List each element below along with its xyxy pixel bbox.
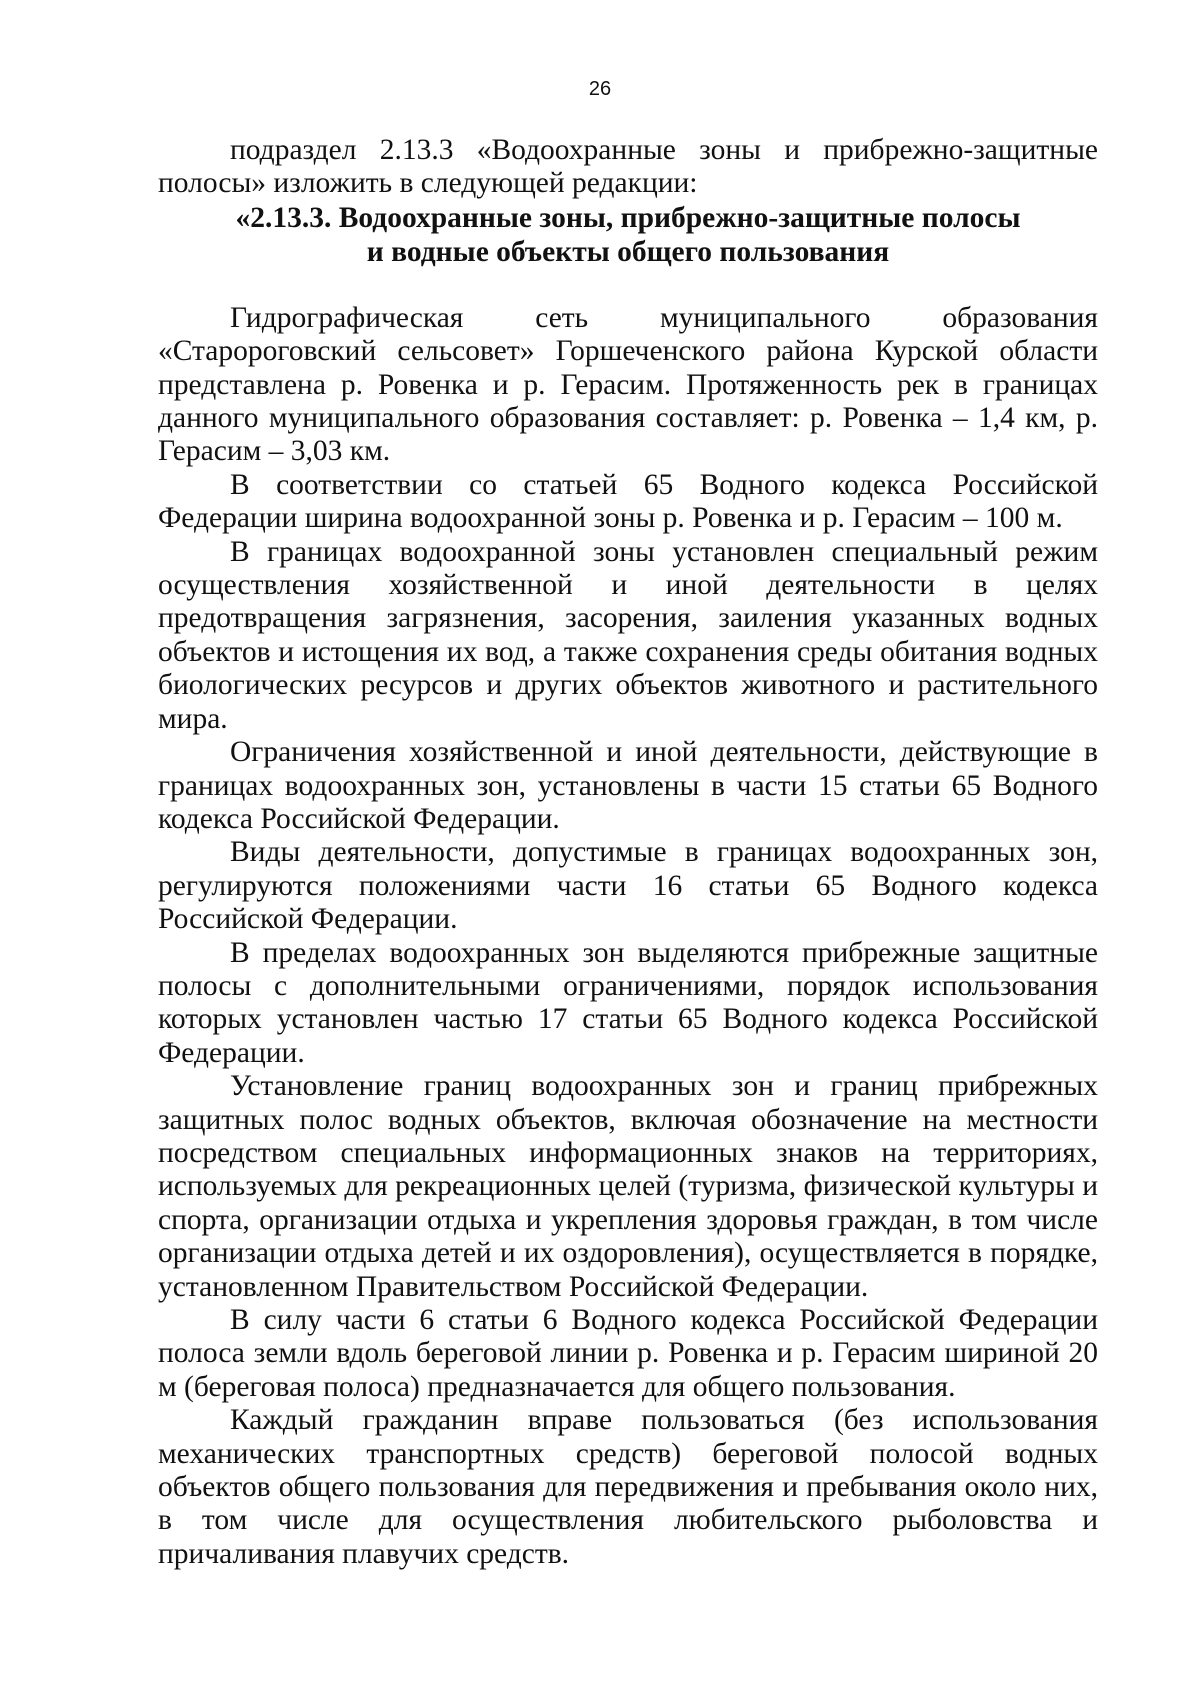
- spacer: [158, 269, 1098, 302]
- paragraph-citizen-rights: Каждый гражданин вправе пользоваться (без использования механических транспортных средств) береговой полосой водных объектов общего пользования для передвижения и пребывания около них, в том числе для осуществления любительского рыболовства и причаливания плавучих средств.: [158, 1404, 1098, 1570]
- intro-paragraph: подраздел 2.13.3 «Водоохранные зоны и прибрежно-защитные полосы» изложить в следующей редакции:: [158, 134, 1098, 200]
- section-heading-line-2: и водные объекты общего пользования: [366, 235, 890, 268]
- section-heading-line-1: «2.13.3. Водоохранные зоны, прибрежно-защитные полосы: [235, 201, 1021, 234]
- paragraph-hydrography: Гидрографическая сеть муниципального образования «Старороговский сельсовет» Горшеченского района Курской области представлена р. Ровенка и р. Герасим. Протяженность рек в границах данного муниципального образования составляет: р. Ровенка – 1,4 км, р. Герасим – 3,03 км.: [158, 301, 1098, 468]
- paragraph-coastal-strips: В пределах водоохранных зон выделяются прибрежные защитные полосы с дополнительными ограничениями, порядок использования которых установлен частью 17 статьи 65 Водного кодекса Российской Федерации.: [158, 936, 1098, 1069]
- document-body: [158, 134, 1098, 1571]
- section-heading: [158, 201, 1098, 269]
- paragraph-shore-strip: В силу части 6 статьи 6 Водного кодекса Российской Федерации полоса земли вдоль береговой линии р. Ровенка и р. Герасим шириной 20 м (береговая полоса) предназначается для общего пользования.: [158, 1304, 1098, 1403]
- paragraph-boundary-establishment: Установление границ водоохранных зон и границ прибрежных защитных полос водных объектов, включая обозначение на местности посредством специальных информационных знаков на территориях, используемых для рекреационных целей (туризма, физической культуры и спорта, организации отдыха и укрепления здоровья граждан, в том числе организации отдыха детей и их оздоровления), осуществляется в порядке, установленном Правительством Российской Федерации.: [158, 1070, 1098, 1303]
- page-number: 26: [588, 78, 612, 100]
- paragraph-water-zone-width: В соответствии со статьей 65 Водного кодекса Российской Федерации ширина водоохранной зоны р. Ровенка и р. Герасим – 100 м.: [158, 468, 1098, 535]
- paragraph-special-regime: В границах водоохранной зоны установлен специальный режим осуществления хозяйственной и иной деятельности в целях предотвращения загрязнения, засорения, заиления указанных водных объектов и истощения их вод, а также сохранения среды обитания водных биологических ресурсов и других объектов животного и растительного мира.: [158, 535, 1098, 735]
- paragraph-restrictions: Ограничения хозяйственной и иной деятельности, действующие в границах водоохранных зон, установлены в части 15 статьи 65 Водного кодекса Российской Федерации.: [158, 736, 1098, 835]
- paragraph-permitted-activities: Виды деятельности, допустимые в границах водоохранных зон, регулируются положениями части 16 статьи 65 Водного кодекса Российской Федерации.: [158, 836, 1098, 936]
